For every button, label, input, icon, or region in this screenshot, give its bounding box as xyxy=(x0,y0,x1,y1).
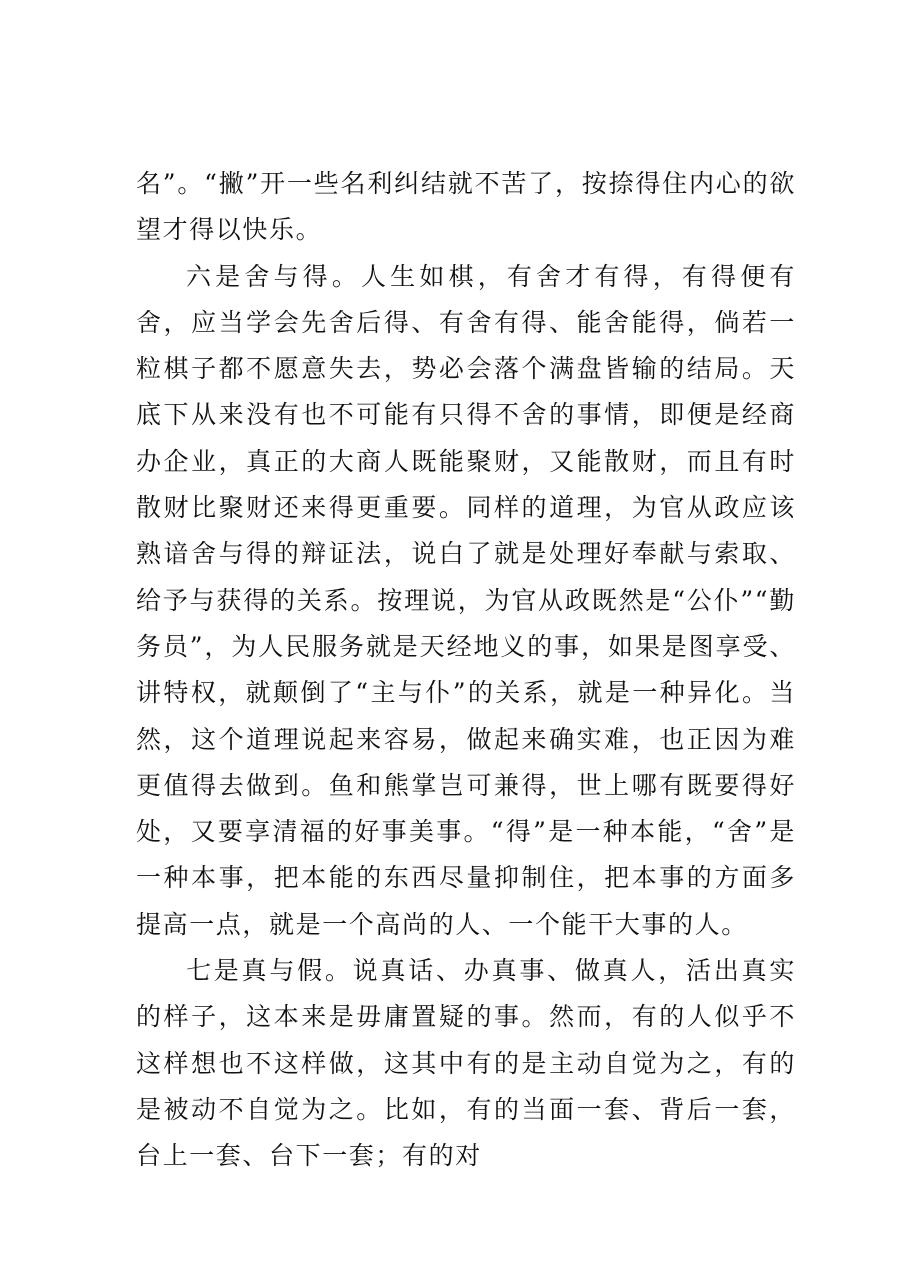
paragraph-seven-zhen-yu-jia: 七是真与假。说真话、办真事、做真人，活出真实的样子，这本来是毋庸置疑的事。然而，有的人似乎不这样想也不这样做，这其中有的是主动自觉为之，有的是被动不自觉为之。比如，有的当面一套、背后一套，台上一套、台下一套；有的对 xyxy=(136,956,796,1171)
paragraph-six-she-yu-de: 六是舍与得。人生如棋，有舍才有得，有得便有舍，应当学会先舍后得、有舍有得、能舍能得，倘若一粒棋子都不愿意失去，势必会落个满盘皆输的结局。天底下从来没有也不可能有只得不舍的事情，即便是经商办企业，真正的大商人既能聚财，又能散财，而且有时散财比聚财还来得更重要。同样的道理，为官从政应该熟谙舍与得的辩证法，说白了就是处理好奉献与索取、给予与获得的关系。按理说，为官从政既然是“公仆”“勤务员”，为人民服务就是天经地义的事，如果是图享受、讲特权，就颠倒了“主与仆”的关系，就是一种异化。当然，这个道理说起来容易，做起来确实难，也正因为难更值得去做到。鱼和熊掌岂可兼得，世上哪有既要得好处，又要享清福的好事美事。“得”是一种本能，“舍”是一种本事，把本能的东西尽量抑制住，把本事的方面多提高一点，就是一个高尚的人、一个能干大事的人。 xyxy=(136,261,796,939)
paragraph-continuation: 名”。“撇”开一些名利纠结就不苦了，按捺得住内心的欲望才得以快乐。 xyxy=(136,169,796,245)
document-body xyxy=(136,161,796,1180)
